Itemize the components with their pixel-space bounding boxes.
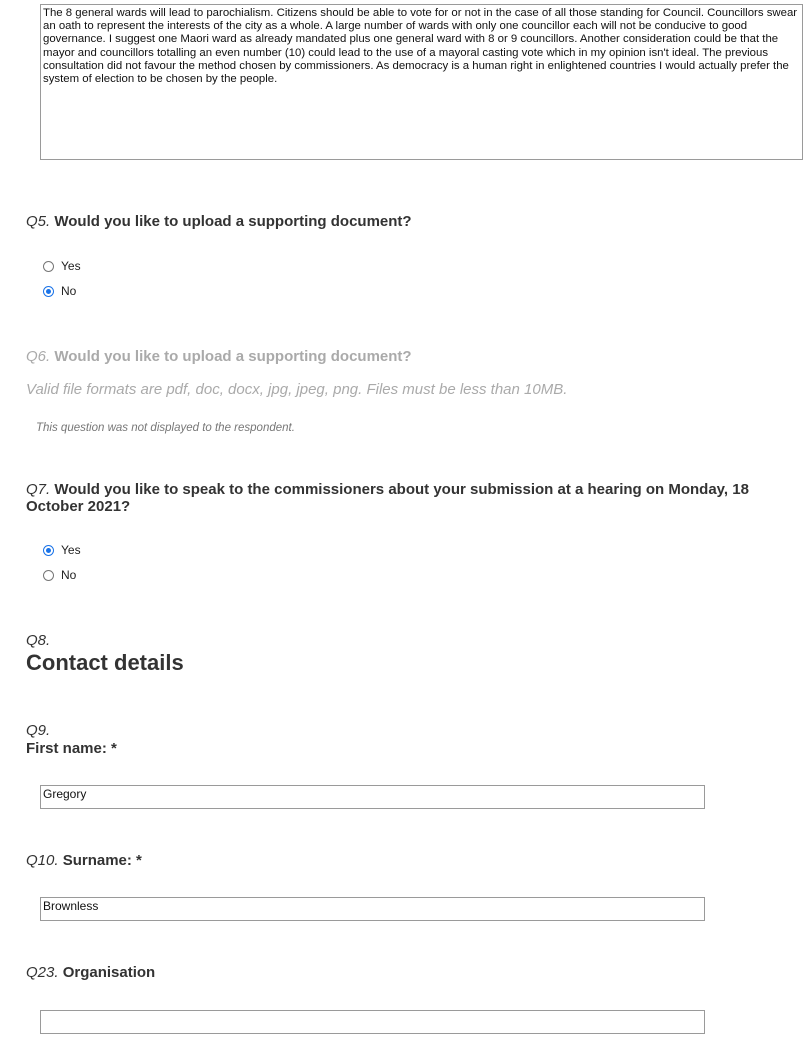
q8-number: Q8. xyxy=(26,632,51,649)
q5-option-yes[interactable] xyxy=(43,259,81,273)
q5-no-radio[interactable] xyxy=(43,286,54,297)
organisation-input[interactable] xyxy=(40,1010,705,1034)
q6-number: Q6. xyxy=(26,348,51,365)
q6-hint: Valid file formats are pdf, doc, docx, jpg, jpeg, png. Files must be less than 10MB. xyxy=(26,381,568,398)
q7-yes-radio[interactable] xyxy=(43,545,54,556)
q5-question xyxy=(26,213,412,230)
q5-yes-radio[interactable] xyxy=(43,261,54,272)
surname-input[interactable]: Brownless xyxy=(40,897,705,921)
organisation-label: Organisation xyxy=(62,964,156,981)
first-name-label: First name: * xyxy=(26,740,117,757)
surname-label: Surname: * xyxy=(62,852,142,869)
q7-no-label: No xyxy=(61,568,77,582)
q4-answer-textarea[interactable]: The 8 general wards will lead to parochialism. Citizens should be able to vote for or not in the case of all those standing for Council. Councillors swear an oath to represent the interests of the city as a whole. A large number of wards with only one councillor each will not be conducive to good governance. I suggest one Maori ward as already mandated plus one general ward with 8 or 9 councillors. Another consideration could be that the mayor and councillors totalling an even number (10) could lead to the use of a mayoral casting vote which in my opinion isn't ideal. The previous consultation did not favour the method chosen by commissioners. As democracy is a human right in enlightened countries I would actually prefer the system of election to be chosen by the people. xyxy=(40,4,803,160)
q10-number: Q10. xyxy=(26,852,59,869)
q7-option-yes[interactable] xyxy=(43,543,81,557)
q5-yes-label: Yes xyxy=(61,259,81,273)
q7-text: Would you like to speak to the commissioners about your submission at a hearing on Monday, 18 October 2021? xyxy=(26,481,749,515)
q6-not-displayed-note: This question was not displayed to the respondent. xyxy=(36,422,295,434)
q5-number: Q5. xyxy=(26,213,51,230)
q9-number: Q9. xyxy=(26,722,51,739)
q7-yes-label: Yes xyxy=(61,543,81,557)
q7-question xyxy=(26,481,766,515)
q6-question xyxy=(26,348,412,365)
q7-option-no[interactable] xyxy=(43,568,76,582)
q7-no-radio[interactable] xyxy=(43,570,54,581)
q5-text: Would you like to upload a supporting document? xyxy=(54,213,412,230)
q5-no-label: No xyxy=(61,284,77,298)
first-name-input[interactable]: Gregory xyxy=(40,785,705,809)
q23-question xyxy=(26,964,155,981)
q23-number: Q23. xyxy=(26,964,59,981)
q6-text: Would you like to upload a supporting document? xyxy=(54,348,412,365)
q10-question xyxy=(26,852,142,869)
q5-option-no[interactable] xyxy=(43,284,76,298)
q7-number: Q7. xyxy=(26,481,51,498)
contact-details-title: Contact details xyxy=(26,650,184,675)
